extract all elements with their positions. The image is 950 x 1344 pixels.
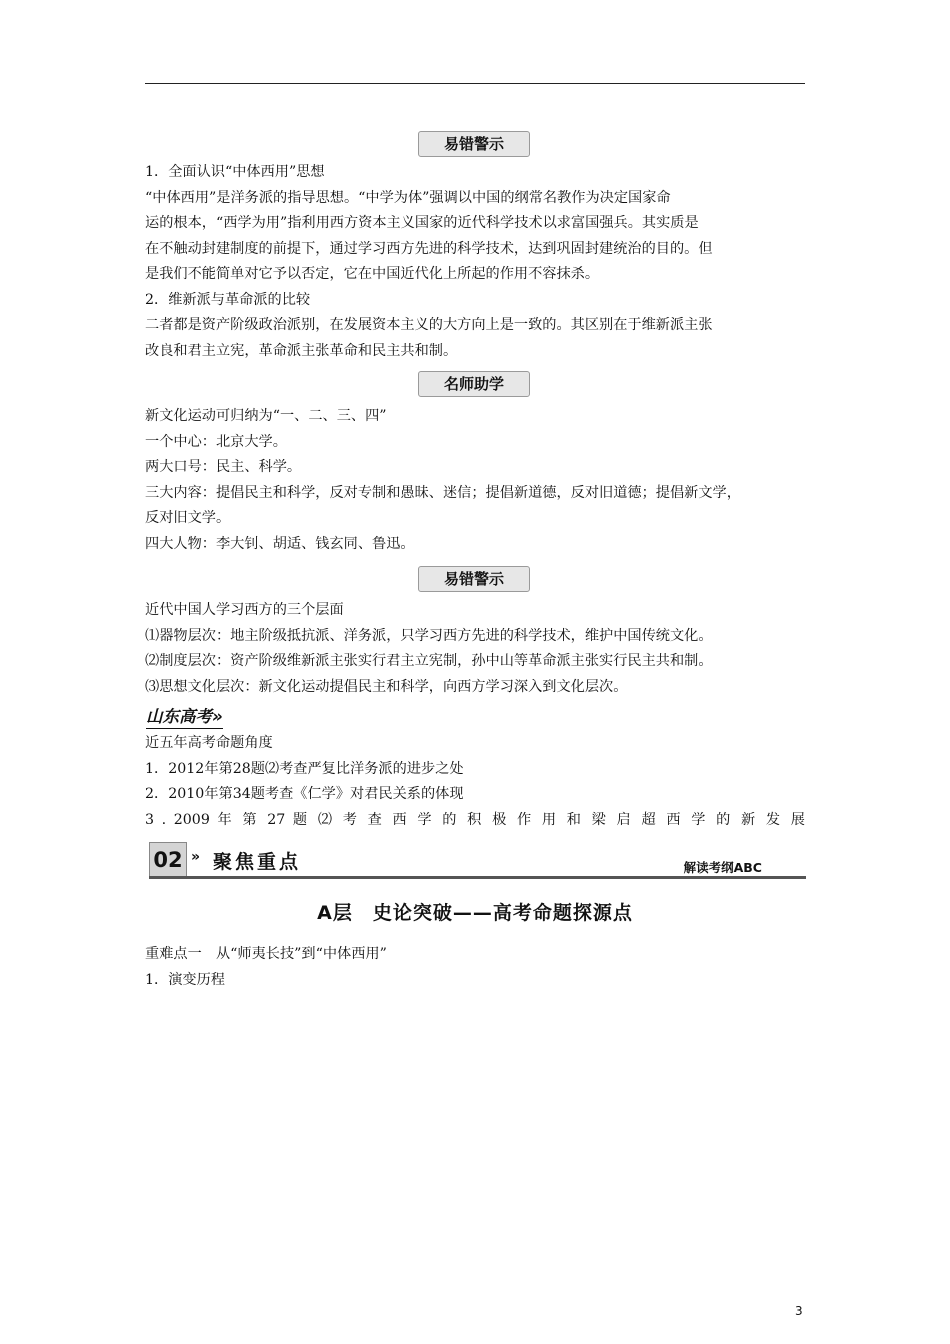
- text-line: 重难点一 从“师夷长技”到“中体西用”: [145, 946, 387, 962]
- text-line: 一个中心：北京大学。: [145, 433, 287, 450]
- text-line: 近五年高考命题角度: [145, 735, 273, 751]
- focus-title: 聚焦重点: [213, 851, 302, 873]
- focus-section-header: [149, 842, 806, 880]
- text-line: 3 . 2009 年 第 27 题 ⑵ 考 查 西 学 的 积 极 作 用 和 梁 启 超 西 学 的 新 发 展: [145, 811, 805, 828]
- focus-subtitle: 解读考纲ABC: [683, 860, 762, 875]
- text-line: 反对旧文学。: [145, 510, 231, 526]
- layer-title: A层 史论突破——高考命题探源点: [317, 902, 633, 924]
- teacher-text: [145, 404, 815, 557]
- section-label-warning-1: 易错警示: [418, 131, 530, 157]
- warning-2-text: [145, 598, 815, 700]
- text-line: 2．维新派与革命派的比较: [145, 291, 311, 308]
- text-line: ⑴器物层次：地主阶级抵抗派、洋务派，只学习西方先进的科学技术，维护中国传统文化。: [145, 627, 713, 644]
- section-label-warning-2: 易错警示: [418, 566, 530, 592]
- text-line: 1．演变历程: [145, 971, 225, 988]
- text-line: 在不触动封建制度的前提下，通过学习西方先进的科学技术，达到巩固封建统治的目的。但: [145, 240, 713, 257]
- focus-underline: [149, 876, 806, 879]
- text-line: 两大口号：民主、科学。: [145, 459, 302, 475]
- section-label-teacher: 名师助学: [418, 371, 530, 397]
- text-line: 二者都是资产阶级政治派别，在发展资本主义的大方向上是一致的。其区别在于维新派主张: [145, 317, 713, 333]
- warning-1-text: [145, 160, 815, 364]
- text-line: “中体西用”是洋务派的指导思想。“中学为体”强调以中国的纲常名教作为决定国家命: [145, 189, 671, 206]
- text-line: 改良和君主立宪，革命派主张革命和民主共和制。: [145, 342, 458, 359]
- text-line: 新文化运动可归纳为“一、二、三、四”: [145, 408, 387, 424]
- header-rule: [145, 83, 805, 84]
- page-number: 3: [795, 1304, 803, 1318]
- text-line: 运的根本，“西学为用”指利用西方资本主义国家的近代科学技术以求富国强兵。其实质是: [145, 215, 699, 231]
- text-line: 2．2010年第34题考查《仁学》对君民关系的体现: [145, 786, 464, 802]
- text-line: ⑵制度层次：资产阶级维新派主张实行君主立宪制，孙中山等革命派主张实行民主共和制。: [145, 653, 713, 669]
- text-line: 三大内容：提倡民主和科学，反对专制和愚昧、迷信；提倡新道德，反对旧道德；提倡新文学，: [145, 484, 741, 501]
- shandong-text: [145, 731, 815, 833]
- double-chevron-icon: »: [191, 849, 201, 865]
- text-line: 1．2012年第28题⑵考查严复比洋务派的进步之处: [145, 760, 464, 777]
- section-number-badge: 02: [149, 842, 187, 878]
- bottom-text: [145, 942, 815, 993]
- text-line: 四大人物：李大钊、胡适、钱玄同、鲁迅。: [145, 535, 415, 552]
- text-line: ⑶思想文化层次：新文化运动提倡民主和科学，向西方学习深入到文化层次。: [145, 678, 628, 695]
- text-line: 是我们不能简单对它予以否定，它在中国近代化上所起的作用不容抹杀。: [145, 266, 600, 282]
- text-line: 近代中国人学习西方的三个层面: [145, 602, 344, 618]
- text-line: 1．全面认识“中体西用”思想: [145, 164, 325, 180]
- shandong-exam-title: 山东高考»: [146, 703, 223, 729]
